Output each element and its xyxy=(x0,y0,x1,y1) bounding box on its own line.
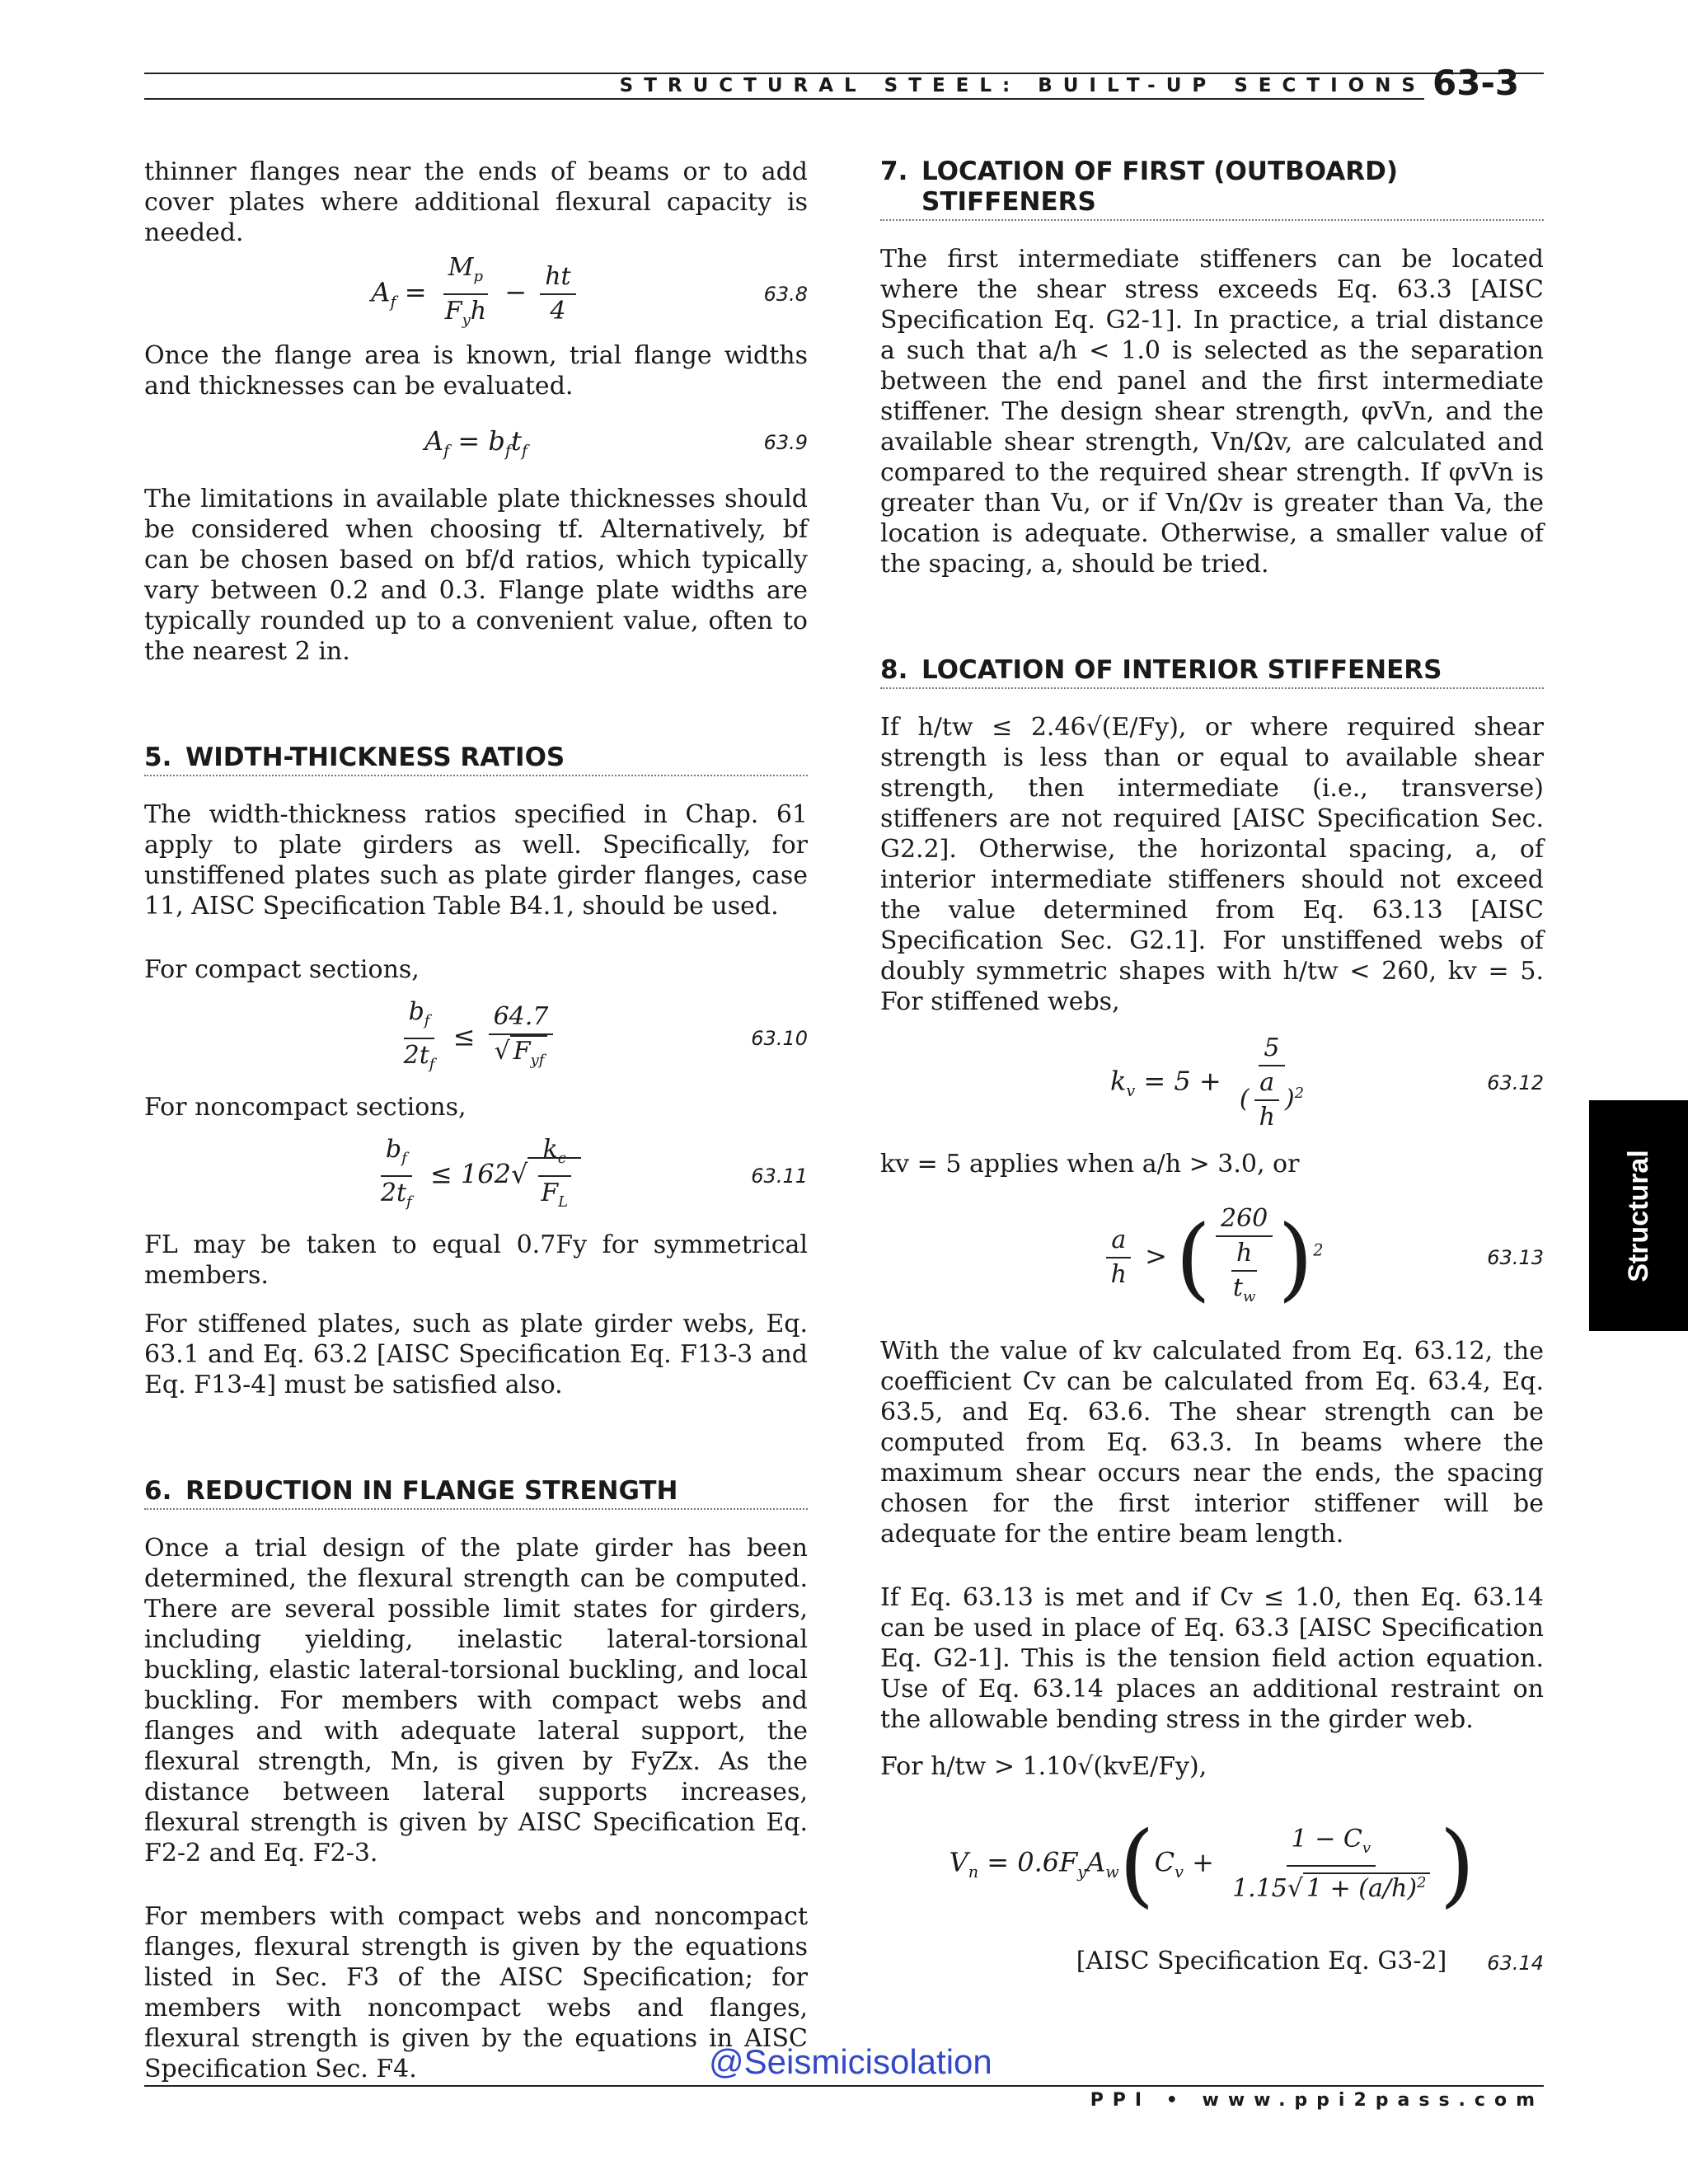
running-header: STRUCTURAL STEEL: BUILT-UP SECTIONS xyxy=(619,75,1426,96)
equation-label: 63.9 xyxy=(763,431,808,454)
footer-rule xyxy=(144,2085,1544,2087)
section-heading-6: 6. REDUCTION IN FLANGE STRENGTH xyxy=(144,1476,808,1510)
page-number: 63-3 xyxy=(1432,63,1520,103)
equation-label: 63.8 xyxy=(763,283,808,306)
equation-63-14: $V_n = 0.6F_yA_w(C_v$ + $\frac{1 - C_v}{1.15√ 1 + (a/h)^2}$ ) xyxy=(949,1811,1475,1917)
footer-text: PPI • www.ppi2pass.com xyxy=(1090,2090,1544,2111)
paragraph-flange-area: Once the flange area is known, trial flange widths and thicknesses can be evaluated. xyxy=(144,341,808,401)
paragraph-width-thickness: The width-thickness ratios specified in Chap. 61 apply to plate girders as well. Specifically, for unstiffened plates such as plate girder flanges, case 11, AISC Specification Table B4.1, should be used. xyxy=(144,800,808,921)
paragraph-noncompact: For noncompact sections, xyxy=(144,1093,467,1122)
equation-label: 63.11 xyxy=(751,1165,808,1188)
paragraph-members: For members with compact webs and noncompact flanges, flexural strength is given by the equations listed in Sec. F3 of the AISC Specification; for members with noncompact webs and flanges, flexural strength is given by the equations in AISC Specification Sec. F4. xyxy=(144,1902,808,2083)
watermark: @Seismicisolation xyxy=(709,2042,992,2081)
equation-63-14-reference: [AISC Specification Eq. G3-2] 63.14 xyxy=(1076,1947,1544,1975)
equation-63-9: $A_f = b_ft_f$ 63.9 xyxy=(424,424,808,461)
paragraph-kv: kv = 5 applies when a/h > 3.0, or xyxy=(880,1150,1300,1179)
equation-label: 63.13 xyxy=(1487,1246,1544,1269)
paragraph-limitations: The limitations in available plate thicknesses should be considered when choosing tf. Alternatively, bf can be chosen based on bf/d ratios, which typically vary between 0.2 and 0.3. Flange plate widths are typically rounded up to a convenient value, often to the nearest 2 in. xyxy=(144,485,808,666)
equation-63-13: $\frac{a}{h}$ > ( $\frac{260}{\frac{h}{t_w}}$ )$^2$ 63.13 xyxy=(880,1179,1544,1336)
header-rule-bottom xyxy=(144,98,1424,100)
section-heading-8: 8. LOCATION OF INTERIOR STIFFENERS xyxy=(880,655,1544,689)
equation-63-8: $A_f$ = $\frac{M_p}{F_yh}$ − $\frac{ht}{4}$ 63.8 xyxy=(371,253,808,329)
section-heading-5: 5. WIDTH-THICKNESS RATIOS xyxy=(144,743,808,776)
paragraph-if-eq: If Eq. 63.13 is met and if Cv ≤ 1.0, then Eq. 63.14 can be used in place of Eq. 63.3 [AISC Specification Eq. G2-1]. This is the tension field action equation. Use of Eq. 63.14 places an additional restraint on the allowable bending stress in the girder web. xyxy=(880,1583,1544,1734)
equation-63-10: $\frac{b_f}{2t_f}$ ≤ $\frac{64.7}{√ F_{yf}}$ 63.10 xyxy=(403,997,808,1073)
equation-label: 63.10 xyxy=(751,1027,808,1050)
side-tab: Structural xyxy=(1589,1100,1688,1331)
paragraph-compact: For compact sections, xyxy=(144,955,420,984)
right-column xyxy=(880,157,1544,1980)
equation-63-11: $\frac{b_f}{2t_f}$ ≤ 162√ $\frac{k_c}{F_L}$ 63.11 xyxy=(380,1135,808,1211)
equation-label: 63.14 xyxy=(1487,1952,1544,1975)
paragraph-first-stiffeners: The first intermediate stiffeners can be located where the shear stress exceeds Eq. 63.3 [AISC Specification Eq. G2-1]. In practice, a trial distance a such that a/h < 1.0 is selected as the separation between the end panel and the first intermediate stiffener. The design shear strength, φvVn, and the available shear strength, Vn/Ωv, are calculated and compared to the required shear strength. If φvVn is greater than Vu, or if Vn/Ωv is greater than Va, the location is adequate. Otherwise, a smaller value of the spacing, a, should be tried. xyxy=(880,245,1544,579)
paragraph-interior-stiffeners: If h/tw ≤ 2.46√(E/Fy), or where required shear strength is less than or equal to available shear strength, then intermediate (i.e., transverse) stiffeners are not required [AISC Specification Sec. G2.2]. Otherwise, the horizontal spacing, a, of interior intermediate stiffeners should not exceed the value determined from Eq. 63.13 [AISC Specification Sec. G2.1]. For unstiffened webs of doubly symmetric shapes with h/tw < 260, kv = 5. For stiffened webs, xyxy=(880,713,1544,1016)
section-heading-7: 7. LOCATION OF FIRST (OUTBOARD) STIFFENERS xyxy=(880,157,1544,221)
paragraph-intro: thinner flanges near the ends of beams or to add cover plates where additional flexural capacity is needed. xyxy=(144,157,808,247)
paragraph-reduction: Once a trial design of the plate girder has been determined, the flexural strength can be computed. There are several possible limit states for girders, including yielding, inelastic lateral-torsional buckling, elastic lateral-torsional buckling, and local buckling. For members with compact webs and flanges and with adequate lateral support, the flexural strength, Mn, is given by FyZx. As the distance between lateral supports increases, flexural strength is given by AISC Specification Eq. F2-2 and Eq. F2-3. xyxy=(144,1534,808,1868)
paragraph-with-kv: With the value of kv calculated from Eq. 63.12, the coefficient Cv can be calculated from Eq. 63.4, Eq. 63.5, and Eq. 63.6. The shear strength can be computed from Eq. 63.3. In beams where the maximum shear occurs near the ends, the spacing chosen for the first interior stiffener will be adequate for the entire beam length. xyxy=(880,1337,1544,1549)
equation-label: 63.12 xyxy=(1487,1071,1544,1094)
paragraph-stiffened-plates: For stiffened plates, such as plate girder webs, Eq. 63.1 and Eq. 63.2 [AISC Specification Eq. F13-3 and Eq. F13-4] must be satisfied also. xyxy=(144,1310,808,1399)
paragraph-fl: FL may be taken to equal 0.7Fy for symmetrical members. xyxy=(144,1230,808,1290)
equation-63-12: $k_v = 5$ + 5 ( $\frac{a}{h}$ )$^2$ 63.12 xyxy=(1109,1033,1544,1132)
left-column xyxy=(144,157,808,2084)
paragraph-for-ht: For h/tw > 1.10√(kvE/Fy), xyxy=(880,1752,1207,1781)
